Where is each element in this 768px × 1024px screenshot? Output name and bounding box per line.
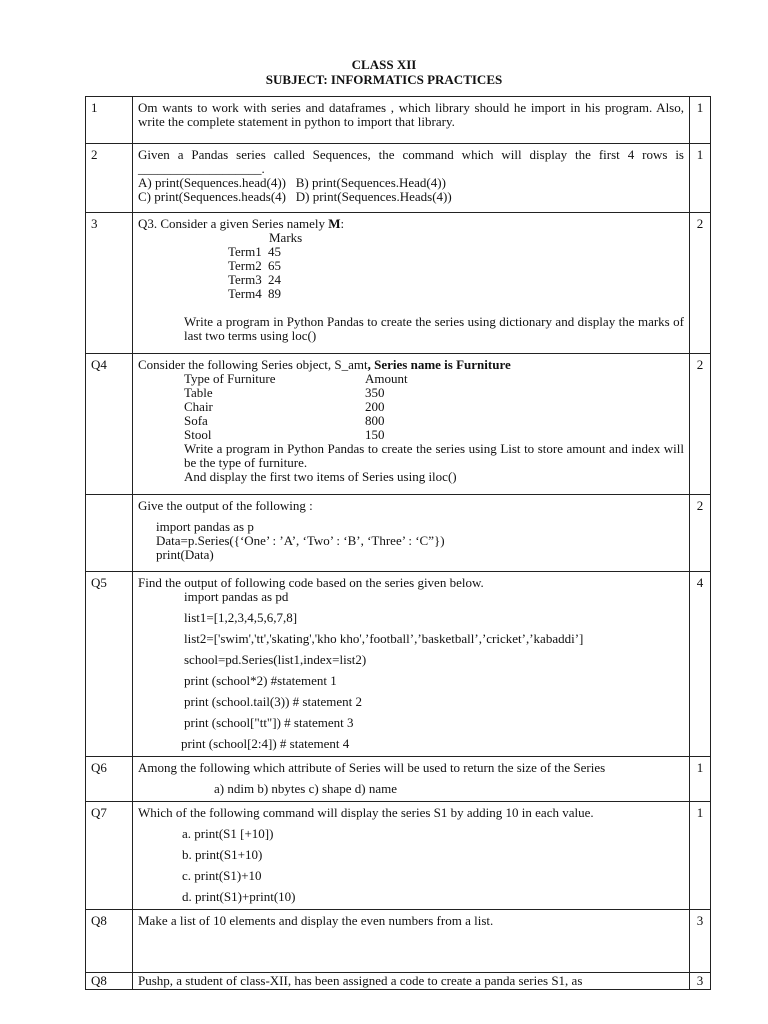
question-text: Given a Pandas series called Sequences, the command which will display the first 4 rows is ___________________. [138, 147, 684, 176]
question-text: Pushp, a student of class-XII, has been assigned a code to create a panda series S1, as [133, 973, 690, 990]
series-name: M [328, 216, 341, 231]
question-row-q8 [86, 910, 711, 973]
question-body [133, 213, 690, 354]
furniture-item: Chair [184, 399, 213, 414]
series-row [228, 273, 684, 287]
question-row-q8b [86, 973, 711, 990]
furniture-item: Stool [184, 427, 212, 442]
question-number: Q8 [86, 910, 133, 973]
series-row [228, 245, 684, 259]
intro-text: Q3. Consider a given Series namely [138, 216, 329, 231]
code-line: list1=[1,2,3,4,5,6,7,8] [184, 610, 298, 625]
furniture-table [138, 372, 684, 484]
option-item: a. print(S1 [+10]) [182, 826, 274, 841]
series-index: Term4 [228, 286, 262, 301]
marks-cell: 1 [690, 802, 711, 910]
marks-cell: 1 [690, 97, 711, 144]
question-text [138, 358, 684, 372]
option-item: d. print(S1)+print(10) [182, 889, 296, 904]
intro-text: Consider the following Series object, S_amt [138, 357, 368, 372]
series-value: 24 [268, 272, 281, 287]
question-row-output [86, 495, 711, 572]
series-table [138, 245, 684, 301]
marks-cell: 4 [690, 572, 711, 757]
task-text: Write a program in Python Pandas to create the series using dictionary and display the marks of last two terms using loc() [184, 314, 684, 343]
marks-cell: 2 [690, 213, 711, 354]
question-row-q7 [86, 802, 711, 910]
code-line: print(Data) [156, 547, 214, 562]
marks-cell: 2 [690, 354, 711, 495]
question-text: Make a list of 10 elements and display the even numbers from a list. [133, 910, 690, 973]
code-line: list2=['swim','tt','skating','kho kho',’football’,’basketball’,’cricket’,’kabaddi’] [184, 631, 584, 646]
question-body [133, 572, 690, 757]
series-value: 65 [268, 258, 281, 273]
furniture-item: Table [184, 385, 213, 400]
option-item: c. print(S1)+10 [182, 868, 262, 883]
question-number: 3 [86, 213, 133, 354]
task-text: And display the first two items of Series using iloc() [184, 469, 457, 484]
series-column-header: Marks [269, 230, 303, 245]
code-line: school=pd.Series(list1,index=list2) [184, 652, 367, 667]
question-number: Q6 [86, 757, 133, 802]
question-number: Q4 [86, 354, 133, 495]
series-row [228, 287, 684, 301]
subject-title: SUBJECT: INFORMATICS PRACTICES [265, 72, 503, 87]
question-number: Q7 [86, 802, 133, 910]
question-number: Q5 [86, 572, 133, 757]
document-header [0, 58, 768, 88]
question-body [133, 757, 690, 802]
question-row-2 [86, 144, 711, 213]
series-row [228, 259, 684, 273]
question-body [133, 495, 690, 572]
code-line: Data=p.Series({‘One’ : ’A’, ‘Two’ : ‘B’, ‘Three’ : ‘C”}) [156, 533, 445, 548]
option-line: A) print(Sequences.head(4)) B) print(Sequences.Head(4)) [138, 175, 446, 190]
furniture-row [184, 414, 684, 428]
option-line: C) print(Sequences.heads(4) D) print(Sequences.Heads(4)) [138, 189, 452, 204]
code-line: import pandas as pd [184, 589, 289, 604]
question-row-q6 [86, 757, 711, 802]
question-number: 2 [86, 144, 133, 213]
marks-cell: 3 [690, 910, 711, 973]
question-body [133, 354, 690, 495]
question-text: Give the output of the following : [138, 498, 313, 513]
column-type: Type of Furniture [184, 371, 276, 386]
question-row-1 [86, 97, 711, 144]
furniture-row [184, 428, 684, 442]
series-index: Term2 [228, 258, 262, 273]
questions-table [85, 96, 711, 990]
class-title: CLASS XII [351, 57, 417, 72]
series-value: 45 [268, 244, 281, 259]
question-body [133, 802, 690, 910]
column-amount: Amount [365, 371, 408, 386]
task-text: Write a program in Python Pandas to create the series using List to store amount and index will be the type of furniture. [184, 441, 684, 470]
code-block [138, 590, 684, 751]
code-line: import pandas as p [156, 519, 254, 534]
furniture-amount: 800 [365, 413, 385, 428]
code-line: print (school.tail(3)) # statement 2 [184, 694, 362, 709]
question-text [138, 217, 684, 231]
question-row-q5 [86, 572, 711, 757]
options-list [138, 827, 684, 904]
question-text: Which of the following command will display the series S1 by adding 10 in each value. [138, 805, 594, 820]
question-body [133, 144, 690, 213]
marks-cell: 2 [690, 495, 711, 572]
marks-cell: 3 [690, 973, 711, 990]
question-number: 1 [86, 97, 133, 144]
code-block [138, 520, 684, 562]
series-index: Term1 [228, 244, 262, 259]
furniture-amount: 150 [365, 427, 385, 442]
marks-cell: 1 [690, 144, 711, 213]
question-text: Find the output of following code based on the series given below. [138, 575, 484, 590]
code-line: print (school[2:4]) # statement 4 [181, 736, 350, 751]
options-line: a) ndim b) nbytes c) shape d) name [214, 781, 398, 796]
furniture-header [184, 372, 684, 386]
marks-cell: 1 [690, 757, 711, 802]
question-row-q4 [86, 354, 711, 495]
furniture-row [184, 400, 684, 414]
intro-end: : [340, 216, 345, 231]
question-text: Om wants to work with series and dataframes , which library should he import in his program. Also, write the complete statement in python to import that library. [133, 97, 690, 144]
series-index: Term3 [228, 272, 262, 287]
question-row-3 [86, 213, 711, 354]
furniture-item: Sofa [184, 413, 208, 428]
option-item: b. print(S1+10) [182, 847, 263, 862]
code-line: print (school["tt"]) # statement 3 [184, 715, 354, 730]
series-name: , Series name is Furniture [367, 357, 511, 372]
question-number: Q8 [86, 973, 133, 990]
question-number [86, 495, 133, 572]
question-text: Among the following which attribute of Series will be used to return the size of the Series [138, 760, 606, 775]
furniture-row [184, 386, 684, 400]
furniture-amount: 350 [365, 385, 385, 400]
code-line: print (school*2) #statement 1 [184, 673, 337, 688]
series-value: 89 [268, 286, 281, 301]
furniture-amount: 200 [365, 399, 385, 414]
